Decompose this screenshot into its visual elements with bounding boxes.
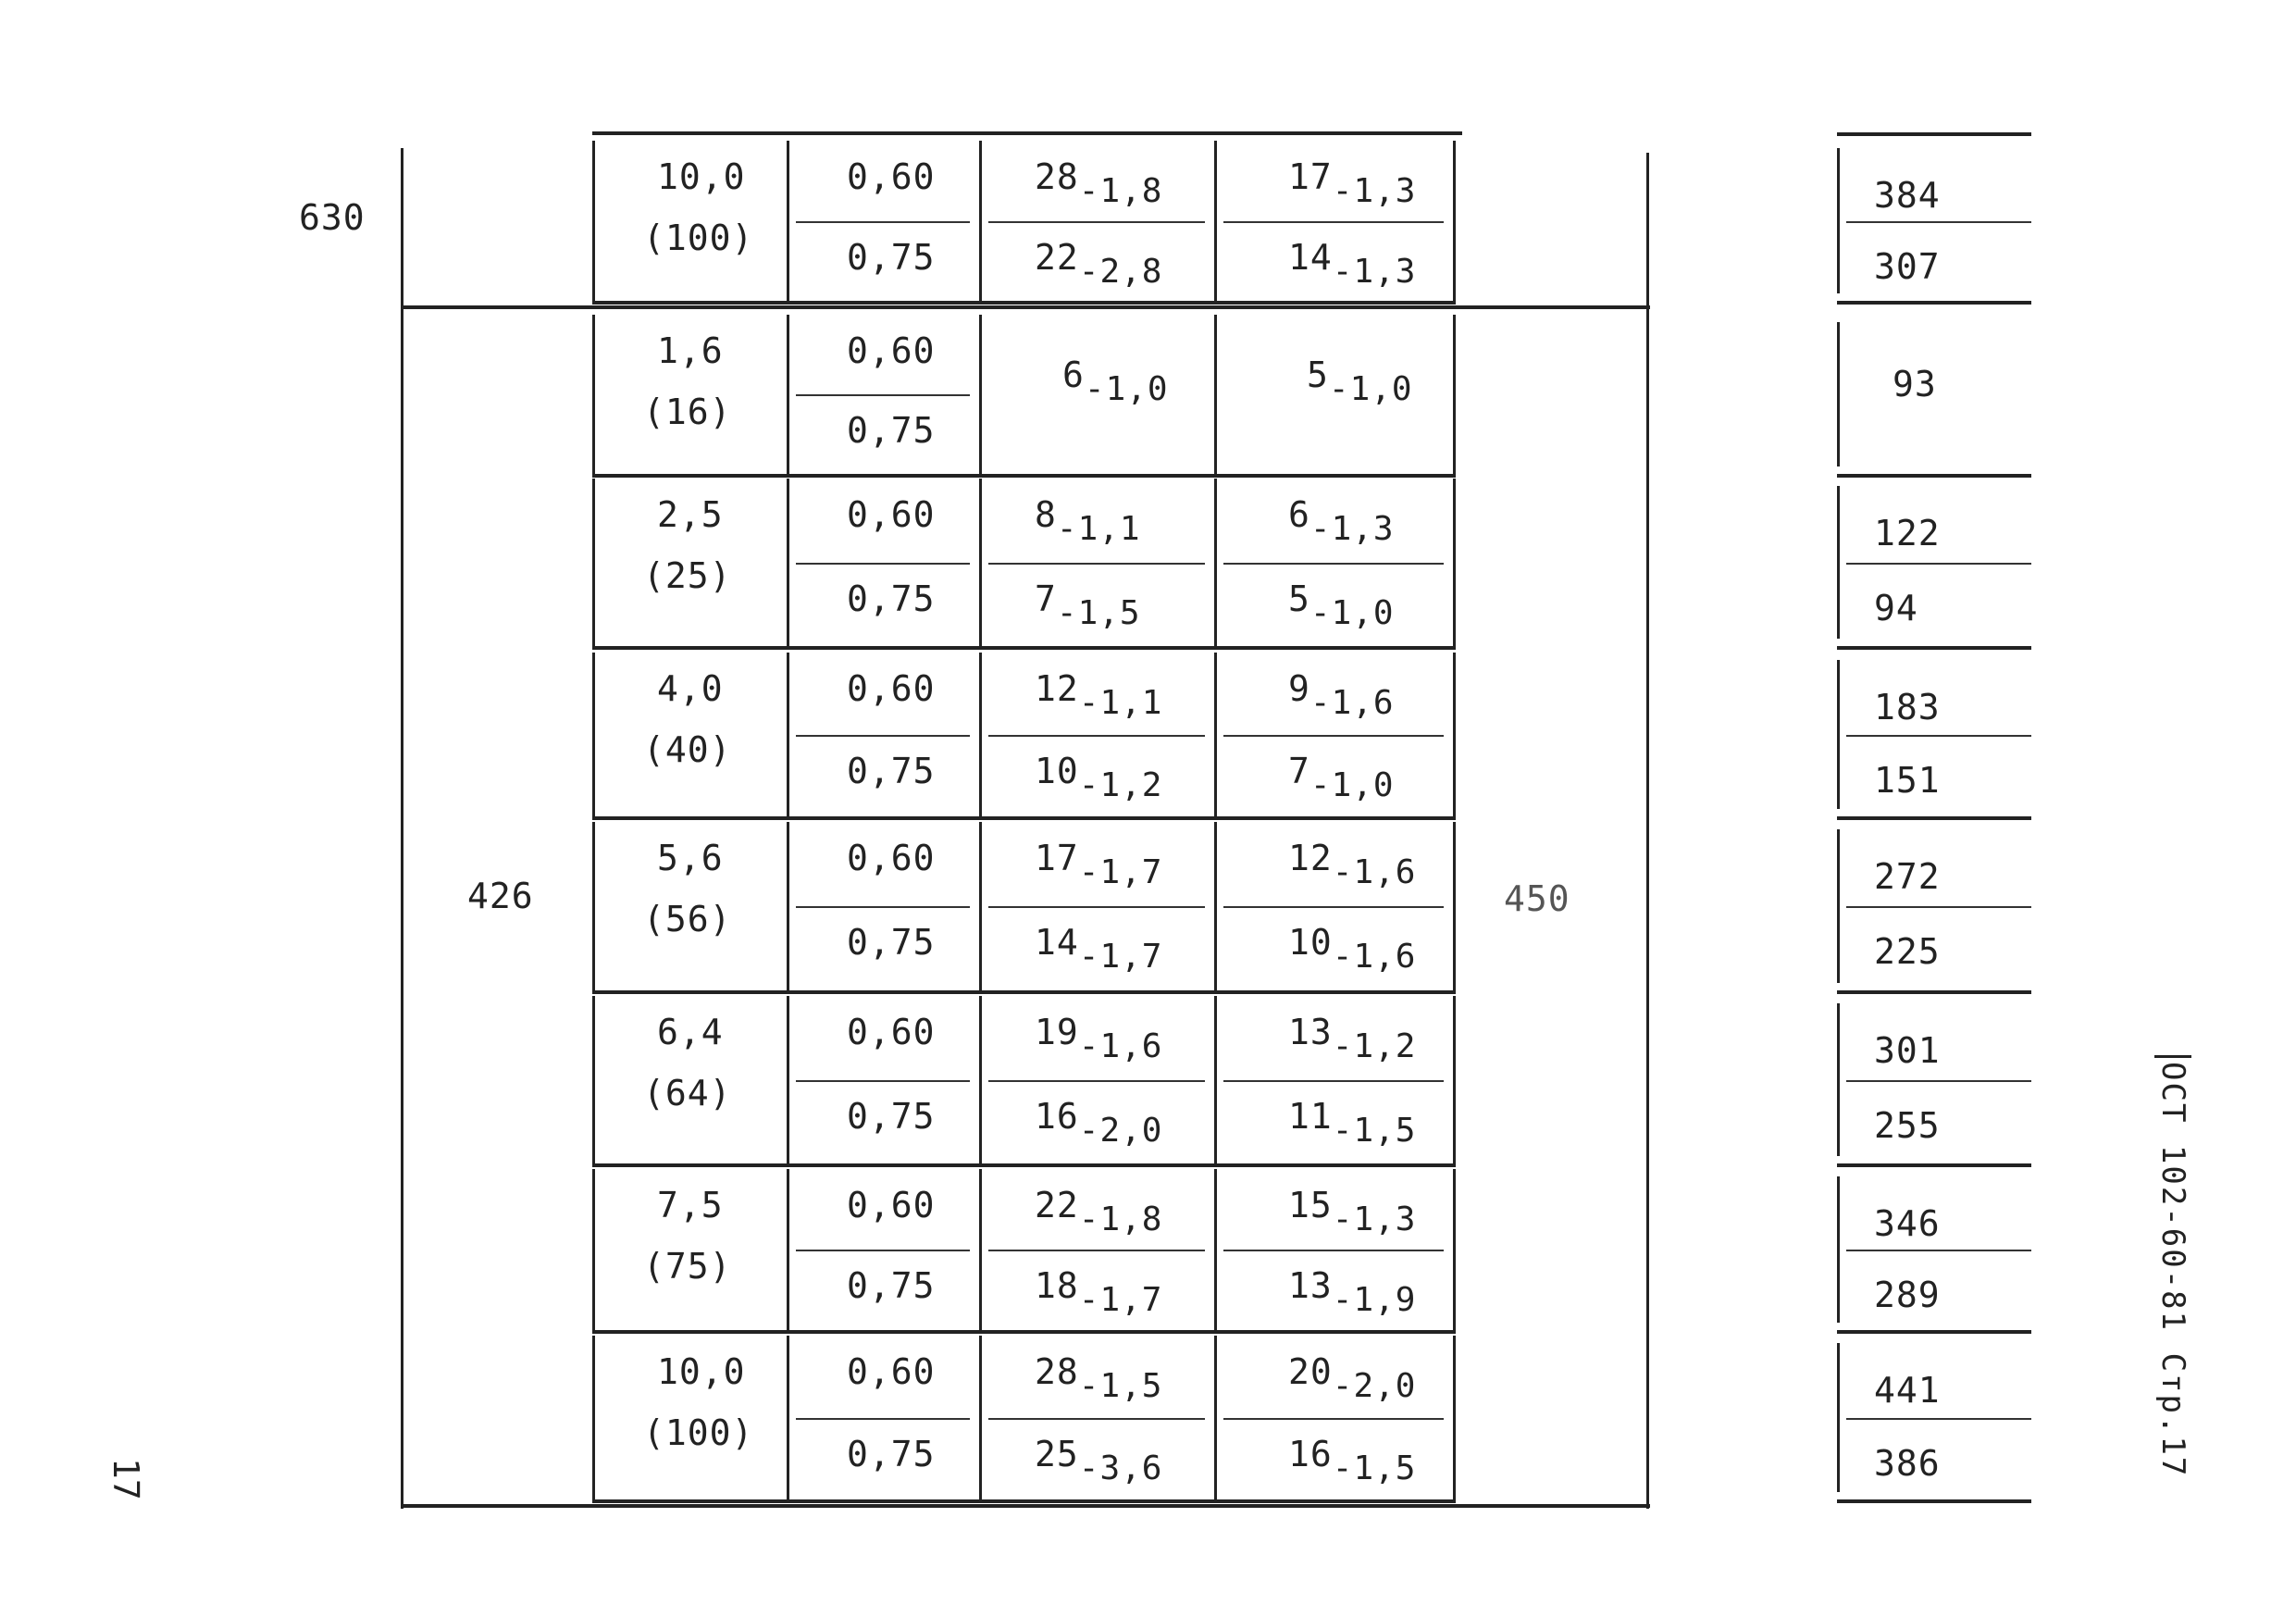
dimension-upper-value: 12 xyxy=(1035,668,1079,709)
dimension-upper-value: 20 xyxy=(1288,1351,1333,1392)
dimension-lower-value: 16 xyxy=(1035,1096,1079,1137)
fraction-line xyxy=(796,1250,970,1251)
dimension-upper-tolerance: -1,6 xyxy=(1332,853,1417,891)
fraction-line xyxy=(1223,735,1444,737)
dimension-lower-value: 25 xyxy=(1035,1434,1079,1474)
dimension-lower-value: 11 xyxy=(1288,1096,1333,1137)
dimension-lower xyxy=(1288,751,1395,804)
right-col-border xyxy=(1837,148,1840,293)
fraction-line xyxy=(796,735,970,737)
right-value: 183 xyxy=(1874,687,1941,728)
cell-border-v xyxy=(592,653,595,816)
dimension-lower-tolerance: -1,5 xyxy=(1332,1449,1417,1487)
fraction-line xyxy=(1846,563,2031,565)
dimension-upper xyxy=(1035,1185,1163,1238)
right-row-border xyxy=(1837,301,2031,305)
dimension-lower-tolerance: -1,0 xyxy=(1309,766,1395,804)
fraction-line xyxy=(1223,1080,1444,1082)
dimension-upper xyxy=(1035,494,1141,548)
row-bottom-border xyxy=(592,816,1456,820)
dimension-tolerance: -1,0 xyxy=(1328,370,1413,408)
dimension-upper-value: 28 xyxy=(1035,1351,1079,1392)
fraction-line xyxy=(988,221,1205,223)
dimension-upper-tolerance: -2,0 xyxy=(1332,1367,1417,1405)
fraction-line xyxy=(988,563,1205,565)
dimension-upper-tolerance: -1,8 xyxy=(1078,1200,1163,1238)
cell-border-v xyxy=(979,315,982,474)
label-450: 450 xyxy=(1504,878,1570,919)
dimension-lower-value: 7 xyxy=(1288,751,1310,791)
cell-border-v xyxy=(787,141,789,301)
coef-value: 0,75 xyxy=(847,237,936,278)
fraction-line xyxy=(796,906,970,908)
dimension-lower-tolerance: -3,6 xyxy=(1078,1449,1163,1487)
cell-border-v xyxy=(979,141,982,301)
fraction-line xyxy=(1223,906,1444,908)
load-value-kn: (16) xyxy=(643,392,732,432)
fraction-line xyxy=(988,1080,1205,1082)
fraction-line xyxy=(1846,221,2031,223)
load-value: 5,6 xyxy=(657,838,724,878)
page-number: 17 xyxy=(105,1458,146,1500)
cell-border-v xyxy=(1453,479,1456,646)
dimension-upper-value: 19 xyxy=(1035,1012,1079,1052)
load-value-kn: (56) xyxy=(643,899,732,939)
dimension-upper-tolerance: -1,6 xyxy=(1309,684,1395,722)
dimension-lower xyxy=(1288,922,1417,976)
dimension-upper-value: 12 xyxy=(1288,838,1333,878)
cell-border-v xyxy=(1453,653,1456,816)
dimension-upper-tolerance: -1,6 xyxy=(1078,1027,1163,1065)
dimension-lower-tolerance: -1,6 xyxy=(1332,938,1417,976)
right-row-border xyxy=(1837,646,2031,650)
right-value: 301 xyxy=(1874,1030,1941,1071)
coef-value: 0,60 xyxy=(847,668,936,709)
fraction-line xyxy=(1846,1080,2031,1082)
right-value: 441 xyxy=(1874,1370,1941,1411)
dimension-upper-tolerance: -1,7 xyxy=(1078,853,1163,891)
fraction-line xyxy=(988,1418,1205,1420)
coef-value: 0,75 xyxy=(847,1265,936,1306)
fraction-line xyxy=(796,221,970,223)
fraction-line xyxy=(1223,1250,1444,1251)
right-col-border xyxy=(1837,1343,1840,1492)
right-row-border xyxy=(1837,474,2031,478)
right-value: 93 xyxy=(1893,364,1937,404)
right-row-border xyxy=(1837,1163,2031,1167)
cell-border-v xyxy=(1453,996,1456,1163)
right-value: 272 xyxy=(1874,856,1941,897)
dimension-upper xyxy=(1288,156,1417,210)
dimension-upper-tolerance: -1,8 xyxy=(1078,172,1163,210)
dimension-upper xyxy=(1288,838,1417,891)
dimension-upper-value: 13 xyxy=(1288,1012,1333,1052)
right-value: 307 xyxy=(1874,246,1941,287)
dimension-upper-tolerance: -1,3 xyxy=(1309,510,1395,548)
dimension-upper-tolerance: -1,2 xyxy=(1332,1027,1417,1065)
dimension xyxy=(1062,354,1169,408)
dimension-lower xyxy=(1035,1265,1163,1319)
coef-value: 0,60 xyxy=(847,1012,936,1052)
cell-border-v xyxy=(1214,653,1217,816)
coef-value: 0,75 xyxy=(847,922,936,963)
dimension-lower-value: 14 xyxy=(1035,922,1079,963)
cell-border-v xyxy=(1214,141,1217,301)
cell-border-v xyxy=(1453,315,1456,474)
fraction-line xyxy=(1846,735,2031,737)
cell-border-v xyxy=(787,315,789,474)
dimension-lower-value: 18 xyxy=(1035,1265,1079,1306)
coef-value: 0,75 xyxy=(847,751,936,791)
dimension-lower xyxy=(1035,578,1141,632)
load-value: 10,0 xyxy=(657,156,746,197)
cell-border-v xyxy=(1214,822,1217,990)
cell-border-v xyxy=(979,653,982,816)
coef-value: 0,60 xyxy=(847,1185,936,1225)
outer-right-border xyxy=(1646,153,1649,1509)
dimension-lower-tolerance: -1,5 xyxy=(1332,1112,1417,1150)
right-value: 122 xyxy=(1874,513,1941,554)
dimension-upper-value: 15 xyxy=(1288,1185,1333,1225)
load-value-kn: (100) xyxy=(643,1412,754,1453)
dimension-lower xyxy=(1035,1096,1163,1150)
outer-left-border xyxy=(401,148,403,1509)
dimension-upper-value: 9 xyxy=(1288,668,1310,709)
coef-value: 0,75 xyxy=(847,578,936,619)
fraction-line xyxy=(796,394,970,396)
row-bottom-border xyxy=(592,301,1456,305)
dimension-upper-tolerance: -1,5 xyxy=(1078,1367,1163,1405)
coef-value: 0,60 xyxy=(847,494,936,535)
coef-value: 0,75 xyxy=(847,410,936,451)
fraction-line xyxy=(796,1080,970,1082)
fraction-line xyxy=(1846,1418,2031,1420)
coef-value: 0,75 xyxy=(847,1434,936,1474)
cell-border-v xyxy=(592,315,595,474)
dimension-lower-value: 14 xyxy=(1288,237,1333,278)
cell-border-v xyxy=(592,141,595,301)
load-value-kn: (40) xyxy=(643,729,732,770)
fraction-line xyxy=(1223,1418,1444,1420)
dimension-lower-value: 16 xyxy=(1288,1434,1333,1474)
cell-border-v xyxy=(979,996,982,1163)
dimension-upper xyxy=(1035,1351,1163,1405)
dimension-lower-tolerance: -1,9 xyxy=(1332,1281,1417,1319)
cell-border-v xyxy=(592,479,595,646)
dimension-lower xyxy=(1288,578,1395,632)
right-col-border xyxy=(1837,1176,1840,1323)
dimension-upper-value: 17 xyxy=(1035,838,1079,878)
right-value: 255 xyxy=(1874,1105,1941,1146)
right-col-border xyxy=(1837,829,1840,983)
dimension-lower-value: 10 xyxy=(1288,922,1333,963)
row-bottom-border xyxy=(592,646,1456,650)
cell-border-v xyxy=(1214,996,1217,1163)
right-value: 151 xyxy=(1874,760,1941,801)
dimension-lower xyxy=(1035,237,1163,291)
load-value-kn: (64) xyxy=(643,1073,732,1113)
fraction-line xyxy=(1223,221,1444,223)
coef-value: 0,60 xyxy=(847,156,936,197)
dimension-lower-value: 22 xyxy=(1035,237,1079,278)
cell-border-v xyxy=(787,996,789,1163)
cell-border-v xyxy=(1453,1336,1456,1499)
coef-value: 0,60 xyxy=(847,330,936,371)
load-value-kn: (25) xyxy=(643,555,732,596)
cell-border-v xyxy=(787,1336,789,1499)
dimension-lower-tolerance: -1,0 xyxy=(1309,594,1395,632)
dimension-lower xyxy=(1035,1434,1163,1487)
coef-value: 0,60 xyxy=(847,838,936,878)
dimension-value: 6 xyxy=(1062,354,1085,395)
right-value: 225 xyxy=(1874,931,1941,972)
coef-value: 0,75 xyxy=(847,1096,936,1137)
top-border-right-column xyxy=(1837,132,2031,136)
dimension-upper-tolerance: -1,3 xyxy=(1332,1200,1417,1238)
dimension-lower-tolerance: -2,0 xyxy=(1078,1112,1163,1150)
right-row-border xyxy=(1837,816,2031,820)
dimension-lower-tolerance: -1,7 xyxy=(1078,1281,1163,1319)
load-value-kn: (100) xyxy=(643,218,754,258)
row-bottom-border xyxy=(592,990,1456,994)
coef-value: 0,60 xyxy=(847,1351,936,1392)
dimension-lower xyxy=(1288,1096,1417,1150)
cell-border-v xyxy=(592,822,595,990)
right-value: 386 xyxy=(1874,1443,1941,1484)
dimension-upper xyxy=(1288,1185,1417,1238)
row-bottom-border xyxy=(592,1499,1456,1503)
load-value: 10,0 xyxy=(657,1351,746,1392)
right-value: 384 xyxy=(1874,175,1941,216)
dimension-lower xyxy=(1035,922,1163,976)
cell-border-v xyxy=(1453,141,1456,301)
fraction-line xyxy=(796,563,970,565)
cell-border-v xyxy=(1214,315,1217,474)
load-value: 1,6 xyxy=(657,330,724,371)
cell-border-v xyxy=(1214,479,1217,646)
dimension-lower-tolerance: -2,8 xyxy=(1078,253,1163,291)
fraction-line xyxy=(1223,563,1444,565)
cell-border-v xyxy=(592,996,595,1163)
dimension-upper-tolerance: -1,1 xyxy=(1078,684,1163,722)
right-row-border xyxy=(1837,1330,2031,1334)
dimension-upper-value: 6 xyxy=(1288,494,1310,535)
dimension-lower-value: 10 xyxy=(1035,751,1079,791)
load-value: 2,5 xyxy=(657,494,724,535)
right-col-border xyxy=(1837,1003,1840,1156)
cell-border-v xyxy=(787,822,789,990)
label-630: 630 xyxy=(299,197,366,238)
top-border-inner-table xyxy=(592,131,1462,135)
cell-border-v xyxy=(1214,1336,1217,1499)
cell-border-v xyxy=(787,653,789,816)
right-col-border xyxy=(1837,322,1840,466)
cell-border-v xyxy=(592,1336,595,1499)
dimension-upper xyxy=(1288,494,1395,548)
dimension-upper-value: 22 xyxy=(1035,1185,1079,1225)
dimension-lower-tolerance: -1,2 xyxy=(1078,766,1163,804)
fraction-line xyxy=(1846,1250,2031,1251)
cell-border-v xyxy=(979,1336,982,1499)
right-value: 346 xyxy=(1874,1203,1941,1244)
cell-border-v xyxy=(1453,822,1456,990)
dimension-tolerance: -1,0 xyxy=(1084,370,1169,408)
dimension-upper-tolerance: -1,1 xyxy=(1056,510,1141,548)
cell-border-v xyxy=(979,822,982,990)
bottom-border xyxy=(401,1504,1650,1508)
load-value: 6,4 xyxy=(657,1012,724,1052)
cell-border-v xyxy=(592,1169,595,1330)
dimension-lower-tolerance: -1,5 xyxy=(1056,594,1141,632)
dimension-upper xyxy=(1035,1012,1163,1065)
dimension-upper xyxy=(1288,1351,1417,1405)
dimension-lower xyxy=(1035,751,1163,804)
cell-border-v xyxy=(1453,1169,1456,1330)
right-col-border xyxy=(1837,660,1840,809)
dimension-lower-value: 7 xyxy=(1035,578,1057,619)
dimension-upper xyxy=(1035,156,1163,210)
dimension-lower-value: 5 xyxy=(1288,578,1310,619)
dimension-lower xyxy=(1288,237,1417,291)
dimension-upper-tolerance: -1,3 xyxy=(1332,172,1417,210)
dimension-lower-tolerance: -1,3 xyxy=(1332,253,1417,291)
right-row-border xyxy=(1837,1499,2031,1503)
dimension-upper xyxy=(1035,668,1163,722)
cell-border-v xyxy=(787,1169,789,1330)
load-value-kn: (75) xyxy=(643,1246,732,1287)
cell-border-v xyxy=(787,479,789,646)
doc-footer: ОСТ 102-60-81 Стр.17 xyxy=(2154,1055,2191,1477)
dimension-upper xyxy=(1288,1012,1417,1065)
dimension xyxy=(1307,354,1413,408)
group-divider-630-426 xyxy=(401,305,1650,309)
right-value: 289 xyxy=(1874,1275,1941,1315)
dimension-upper xyxy=(1288,668,1395,722)
row-bottom-border xyxy=(592,474,1456,478)
dimension-upper xyxy=(1035,838,1163,891)
dimension-lower xyxy=(1288,1265,1417,1319)
fraction-line xyxy=(1846,906,2031,908)
dimension-upper-value: 17 xyxy=(1288,156,1333,197)
dimension-lower-value: 13 xyxy=(1288,1265,1333,1306)
cell-border-v xyxy=(979,1169,982,1330)
dimension-lower-tolerance: -1,7 xyxy=(1078,938,1163,976)
dimension-value: 5 xyxy=(1307,354,1329,395)
cell-border-v xyxy=(1214,1169,1217,1330)
dimension-upper-value: 8 xyxy=(1035,494,1057,535)
fraction-line xyxy=(988,735,1205,737)
dimension-upper-value: 28 xyxy=(1035,156,1079,197)
row-bottom-border xyxy=(592,1163,1456,1167)
fraction-line xyxy=(988,1250,1205,1251)
right-col-border xyxy=(1837,486,1840,639)
right-value: 94 xyxy=(1874,588,1918,628)
fraction-line xyxy=(988,906,1205,908)
load-value: 7,5 xyxy=(657,1185,724,1225)
dimension-lower xyxy=(1288,1434,1417,1487)
row-bottom-border xyxy=(592,1330,1456,1334)
fraction-line xyxy=(796,1418,970,1420)
label-426: 426 xyxy=(467,876,534,916)
right-row-border xyxy=(1837,990,2031,994)
load-value: 4,0 xyxy=(657,668,724,709)
cell-border-v xyxy=(979,479,982,646)
